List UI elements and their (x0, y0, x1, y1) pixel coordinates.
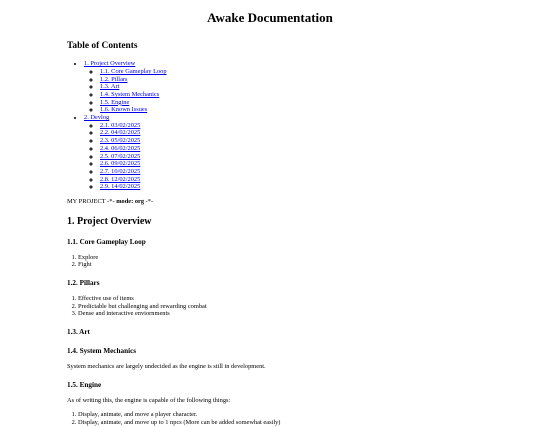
toc-item (100, 160, 500, 168)
toc-item (100, 83, 500, 91)
toc-link-engine[interactable]: 1.5. Engine (100, 98, 130, 106)
mode-line-prefix: MY PROJECT -*- (67, 197, 117, 205)
toc-item (100, 91, 500, 99)
toc-link-devlog-entry[interactable]: 2.7. 10/02/2025 (100, 167, 141, 175)
list-item: 1. Explore (78, 254, 500, 262)
engine-paragraph: As of writing this, the engine is capable of the following things: (67, 396, 231, 404)
engine-capabilities-list (67, 411, 500, 426)
toc-item (100, 106, 500, 114)
mode-line (67, 198, 500, 206)
toc-item (100, 168, 500, 176)
table-of-contents (67, 60, 500, 191)
toc-link-devlog-entry[interactable]: 2.9. 14/02/2025 (100, 183, 141, 191)
document-content (0, 41, 540, 427)
toc-heading: Table of Contents (67, 41, 138, 51)
toc-item (100, 122, 500, 130)
document-page (0, 9, 540, 427)
list-item: 1. Effective use of items (78, 295, 500, 303)
mode-line-mode: mode: org (116, 197, 145, 205)
toc-item (100, 68, 500, 76)
subsection-heading-core-gameplay-loop: 1.1. Core Gameplay Loop (67, 237, 146, 246)
document-title: Awake Documentation (207, 10, 333, 25)
toc-link-devlog-entry[interactable]: 2.8. 12/02/2025 (100, 175, 141, 183)
list-item: 3. Dense and interactive enviornments (78, 310, 500, 318)
toc-section-2 (84, 114, 500, 191)
toc-section-1 (84, 60, 500, 114)
toc-link-devlog-entry[interactable]: 2.2. 04/02/2025 (100, 129, 141, 137)
toc-item (100, 99, 500, 107)
toc-item (100, 176, 500, 184)
toc-link-core-gameplay-loop[interactable]: 1.1. Core Gameplay Loop (100, 67, 167, 75)
section-heading-project-overview: 1. Project Overview (67, 215, 152, 227)
toc-item (100, 145, 500, 153)
toc-link-devlog-entry[interactable]: 2.3. 05/02/2025 (100, 137, 141, 145)
toc-link-pillars[interactable]: 1.2. Pillars (100, 75, 128, 83)
subsection-heading-system-mechanics: 1.4. System Mechanics (67, 347, 137, 356)
toc-link-devlog-entry[interactable]: 2.4. 06/02/2025 (100, 144, 141, 152)
toc-item (100, 76, 500, 84)
toc-link-project-overview[interactable]: 1. Project Overview (84, 60, 136, 68)
toc-link-system-mechanics[interactable]: 1.4. System Mechanics (100, 91, 160, 99)
toc-link-art[interactable]: 1.3. Art (100, 83, 120, 91)
toc-link-devlog-entry[interactable]: 2.1. 03/02/2025 (100, 121, 141, 129)
list-item: 2. Fight (78, 261, 500, 269)
system-mechanics-paragraph: System mechanics are largely undecided as the engine is still in development. (67, 363, 266, 371)
toc-subsection-list-2 (84, 122, 500, 191)
mode-line-suffix: -*- (144, 197, 154, 205)
subsection-heading-engine: 1.5. Engine (67, 380, 102, 389)
toc-subsection-list-1 (84, 68, 500, 114)
toc-item (100, 183, 500, 191)
list-item: 2. Display, animate, and move up to 1 npcs (More can be added somewhat easily) (78, 419, 500, 427)
toc-item (100, 129, 500, 137)
toc-item (100, 137, 500, 145)
toc-item (100, 153, 500, 161)
toc-link-devlog[interactable]: 2. Devlog (84, 114, 110, 122)
list-item: 2. Predictable but challenging and rewarding combat (78, 303, 500, 311)
toc-link-devlog-entry[interactable]: 2.5. 07/02/2025 (100, 152, 141, 160)
toc-link-devlog-entry[interactable]: 2.6. 09/02/2025 (100, 160, 141, 168)
subsection-heading-pillars: 1.2. Pillars (67, 279, 100, 288)
subsection-heading-art: 1.3. Art (67, 328, 90, 337)
list-item: 1. Display, animate, and move a player character. (78, 411, 500, 419)
core-gameplay-list (67, 254, 500, 269)
pillars-list (67, 295, 500, 318)
toc-link-known-issues[interactable]: 1.6. Known Issues (100, 106, 148, 114)
